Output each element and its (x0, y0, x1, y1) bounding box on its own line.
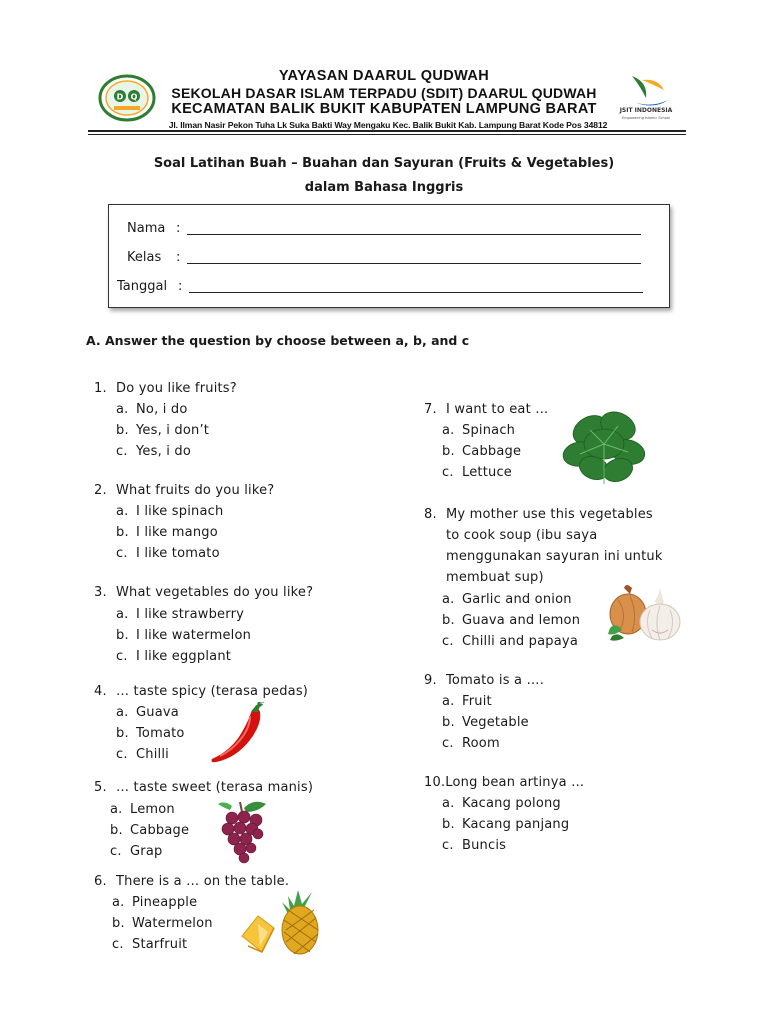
option-text: Buncis (462, 838, 507, 853)
option-letter: c. (116, 546, 128, 561)
option-text: Spinach (462, 423, 516, 438)
option-letter: a. (110, 802, 123, 817)
tanggal-colon: : (178, 279, 183, 294)
question-text: What vegetables do you like? (116, 585, 314, 600)
option-letter: a. (116, 607, 129, 622)
question-text: membuat sup) (446, 570, 544, 585)
option-5b[interactable] (110, 823, 189, 838)
question-text: … taste sweet (terasa manis) (116, 780, 314, 795)
option-letter: c. (116, 649, 128, 664)
school-address: Jl. Ilman Nasir Pekon Tuha Lk Suka Bakti Way Mengaku Kec. Balik Bukit Kab. Lampung Barat Kode Pos 34812 (168, 120, 608, 130)
option-5a[interactable] (110, 802, 175, 817)
question-7 (424, 402, 548, 417)
option-letter: b. (112, 916, 125, 931)
option-1a[interactable] (116, 402, 188, 417)
question-number: 8. (424, 507, 437, 522)
option-2a[interactable] (116, 504, 223, 519)
option-text: Cabbage (462, 444, 522, 459)
option-7b[interactable] (442, 444, 521, 459)
question-number: 2. (94, 483, 107, 498)
option-text: Guava and lemon (462, 613, 581, 628)
question-1 (94, 381, 237, 396)
question-9 (424, 673, 544, 688)
option-text: Lettuce (462, 465, 512, 480)
option-letter: a. (442, 796, 455, 811)
question-text: What fruits do you like? (116, 483, 275, 498)
question-number: 5. (94, 780, 107, 795)
option-letter: b. (116, 726, 129, 741)
svg-text:Q: Q (130, 92, 138, 102)
question-number: 9. (424, 673, 437, 688)
nama-label: Nama (127, 221, 166, 236)
question-number: 3. (94, 585, 107, 600)
option-letter: c. (116, 747, 128, 762)
option-letter: a. (112, 895, 125, 910)
option-6a[interactable] (112, 895, 197, 910)
option-letter: c. (116, 444, 128, 459)
option-3a[interactable] (116, 607, 244, 622)
option-1c[interactable] (116, 444, 191, 459)
option-text: Grap (130, 844, 163, 859)
nama-colon: : (176, 221, 181, 236)
option-letter: b. (116, 525, 129, 540)
option-letter: c. (442, 838, 454, 853)
option-9b[interactable] (442, 715, 529, 730)
option-text: I like watermelon (136, 628, 252, 643)
question-4 (94, 684, 308, 699)
option-8b[interactable] (442, 613, 580, 628)
option-1b[interactable] (116, 423, 209, 438)
option-8a[interactable] (442, 592, 572, 607)
option-text: Yes, i do (136, 444, 191, 459)
spinach-icon (560, 404, 650, 490)
option-letter: c. (442, 465, 454, 480)
option-5c[interactable] (110, 844, 162, 859)
grapes-icon (214, 798, 270, 864)
option-text: Lemon (130, 802, 175, 817)
question-text: … taste spicy (terasa pedas) (116, 684, 309, 699)
option-letter: c. (112, 937, 124, 952)
onion-garlic-icon (604, 584, 684, 644)
option-text: Vegetable (462, 715, 529, 730)
option-2b[interactable] (116, 525, 218, 540)
kelas-label: Kelas (127, 250, 162, 265)
option-letter: a. (442, 694, 455, 709)
option-letter: b. (442, 817, 455, 832)
option-text: I like spinach (136, 504, 224, 519)
option-text: Room (462, 736, 500, 751)
jsit-logo-subtext: Empowering Islamic School (622, 116, 670, 120)
question-2 (94, 483, 274, 498)
option-letter: b. (442, 715, 455, 730)
student-identity-box (108, 204, 670, 308)
option-letter: a. (116, 705, 129, 720)
question-8-line2 (446, 528, 597, 543)
worksheet-subtitle: dalam Bahasa Inggris (304, 180, 464, 195)
question-number: 1. (94, 381, 107, 396)
question-text: There is a … on the table. (116, 874, 290, 889)
option-letter: b. (442, 444, 455, 459)
option-text: I like mango (136, 525, 218, 540)
option-3b[interactable] (116, 628, 251, 643)
option-letter: a. (442, 592, 455, 607)
option-letter: a. (442, 423, 455, 438)
option-8c[interactable] (442, 634, 578, 649)
tanggal-label: Tanggal (117, 279, 168, 294)
option-10c[interactable] (442, 838, 506, 853)
option-7c[interactable] (442, 465, 512, 480)
question-number: 6. (94, 874, 107, 889)
question-text: I want to eat … (446, 402, 549, 417)
option-6c[interactable] (112, 937, 187, 952)
question-text: to cook soup (ibu saya (446, 528, 598, 543)
option-2c[interactable] (116, 546, 220, 561)
worksheet-title: Soal Latihan Buah – Buahan dan Sayuran (Fruits & Vegetables) (153, 156, 615, 171)
question-3 (94, 585, 313, 600)
option-letter: c. (442, 634, 454, 649)
question-text: Do you like fruits? (116, 381, 237, 396)
option-text: I like eggplant (136, 649, 232, 664)
option-text: Starfruit (132, 937, 188, 952)
option-letter: a. (116, 402, 129, 417)
option-letter: b. (110, 823, 123, 838)
option-4a[interactable] (116, 705, 179, 720)
letterhead-rule-thick (88, 130, 686, 132)
option-text: I like strawberry (136, 607, 245, 622)
section-a-heading: A. Answer the question by choose between a, b, and c (86, 333, 470, 348)
question-8 (424, 507, 653, 522)
option-text: Fruit (462, 694, 492, 709)
question-number: 10. (424, 775, 446, 790)
question-number: 7. (424, 402, 437, 417)
option-6b[interactable] (112, 916, 213, 931)
question-number: 4. (94, 684, 107, 699)
svg-text:D: D (116, 92, 124, 102)
option-letter: b. (116, 423, 129, 438)
option-text: Pineapple (132, 895, 198, 910)
option-text: Chilli (136, 747, 169, 762)
question-5 (94, 780, 313, 795)
question-8-line3 (446, 549, 663, 564)
option-text: Kacang polong (462, 796, 561, 811)
option-text: Watermelon (132, 916, 213, 931)
kelas-colon: : (176, 250, 181, 265)
option-text: Kacang panjang (462, 817, 570, 832)
jsit-logo-text: JSIT INDONESIA (619, 107, 673, 114)
option-letter: b. (442, 613, 455, 628)
option-4c[interactable] (116, 747, 169, 762)
option-7a[interactable] (442, 423, 515, 438)
option-text: No, i do (136, 402, 188, 417)
school-name: SEKOLAH DASAR ISLAM TERPADU (SDIT) DAARUL QUDWAH (171, 85, 597, 101)
option-text: Cabbage (130, 823, 190, 838)
option-text: Guava (136, 705, 179, 720)
option-text: Tomato (136, 726, 185, 741)
pineapple-icon (238, 886, 328, 958)
nama-field[interactable] (187, 234, 641, 235)
option-4b[interactable] (116, 726, 185, 741)
option-10b[interactable] (442, 817, 569, 832)
option-10a[interactable] (442, 796, 561, 811)
option-text: I like tomato (136, 546, 220, 561)
option-9c[interactable] (442, 736, 500, 751)
option-letter: a. (116, 504, 129, 519)
question-10 (424, 775, 584, 790)
foundation-name: YAYASAN DAARUL QUDWAH (278, 68, 490, 84)
question-8-line4 (446, 570, 544, 585)
option-text: Chilli and papaya (462, 634, 578, 649)
chilli-icon (206, 702, 268, 766)
option-letter: b. (116, 628, 129, 643)
option-letter: c. (442, 736, 454, 751)
district-name: KECAMATAN BALIK BUKIT KABUPATEN LAMPUNG BARAT (171, 101, 597, 117)
question-text: My mother use this vegetables (446, 507, 653, 522)
kelas-field[interactable] (187, 263, 641, 264)
option-text: Yes, i don’t (136, 423, 210, 438)
option-3c[interactable] (116, 649, 231, 664)
question-text: menggunakan sayuran ini untuk (446, 549, 663, 564)
option-text: Garlic and onion (462, 592, 572, 607)
option-letter: c. (110, 844, 122, 859)
option-9a[interactable] (442, 694, 492, 709)
question-text: Tomato is a …. (446, 673, 545, 688)
question-text: Long bean artinya … (445, 775, 585, 790)
letterhead-rule-thin (88, 134, 686, 135)
tanggal-field[interactable] (189, 292, 643, 293)
